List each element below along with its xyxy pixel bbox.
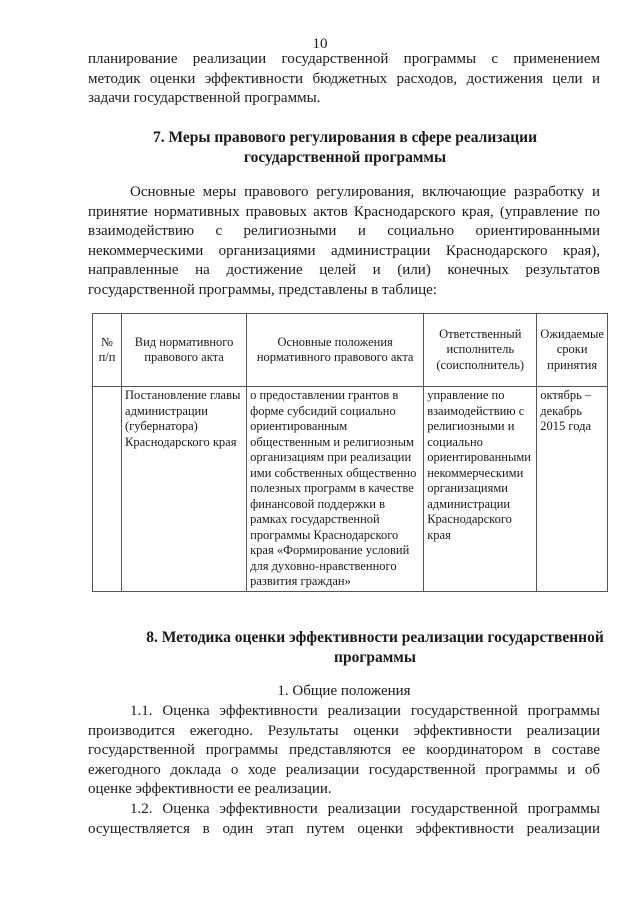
text-line: Основные меры правового регулирования, включающие разработку и — [130, 184, 600, 200]
text-line: государственной программы представляются ее координатором в составе — [88, 742, 600, 758]
text-line: некоммерческими организациями администрации Краснодарского края), — [88, 242, 600, 259]
text-line: взаимодействию с религиозными и социально ориентированными — [88, 223, 600, 239]
cell-provisions: о предоставлении грантов в форме субсидий социально ориентированным общественным и религиозным организациям при реализации ими собственных общественно полезных программ в качестве финансовой поддержки в рамках государственной программы Краснодарского края «Формирование условий для духовно-нравственного развития граждан» — [247, 387, 424, 592]
paragraph-1-1 — [88, 702, 600, 800]
text-line: осуществляется в один этап путем оценки эффективности реализации — [88, 820, 600, 837]
text-line: производится ежегодно. Результаты оценки эффективности реализации — [88, 722, 600, 739]
text-line: планирование реализации государственной программы с применением — [88, 51, 600, 67]
cell-deadline: октябрь – декабрь 2015 года — [537, 387, 608, 592]
cell-executor: управление по взаимодействию с религиозными и социально ориентированными некоммерческими организациями администрации Краснодарского края — [424, 387, 537, 592]
text-line: ежегодного доклада о ходе реализации государственной программы и об — [88, 761, 600, 778]
heading-line: 8. Методика оценки эффективности реализации государственной — [146, 629, 604, 646]
cell-act-type: Постановление главы администрации (губернатора) Краснодарского края — [122, 387, 247, 592]
section-8-heading — [140, 628, 610, 667]
text-line: методик оценки эффективности бюджетных расходов, достижения цели и — [88, 70, 600, 87]
header-provisions: Основные положения нормативного правового акта — [247, 314, 424, 387]
paragraph-1-2 — [88, 800, 600, 839]
header-act-type: Вид нормативного правового акта — [122, 314, 247, 387]
cell-num — [93, 387, 122, 592]
table-row — [93, 387, 608, 592]
text-line: оценке эффективности ее реализации. — [88, 781, 332, 797]
table-header-row — [93, 314, 608, 387]
section-7-heading — [110, 128, 580, 167]
text-line: государственной программы, представлены в таблице: — [88, 281, 437, 298]
intro-paragraph — [88, 50, 600, 109]
header-deadline: Ожидаемые сроки принятия — [537, 314, 608, 387]
header-executor: Ответственный исполнитель (соисполнитель) — [424, 314, 537, 387]
header-num: № п/п — [93, 314, 122, 387]
heading-line: программы — [334, 648, 416, 666]
section-7-paragraph — [88, 183, 600, 300]
text-line: 1.1. Оценка эффективности реализации государственной программы — [130, 703, 600, 719]
text-line: принятие нормативных правовых актов Краснодарского края, (управление по — [88, 203, 600, 220]
regulation-table — [92, 313, 608, 592]
subsection-heading: 1. Общие положения — [277, 683, 411, 699]
text-line: направленные на достижение целей и (или) конечных результатов — [88, 262, 600, 278]
text-line: 1.2. Оценка эффективности реализации государственной программы — [130, 801, 600, 817]
heading-line: государственной программы — [243, 148, 447, 166]
page-number: 10 — [312, 36, 328, 52]
text-line: задачи государственной программы. — [88, 90, 321, 106]
heading-line: 7. Меры правового регулирования в сфере реализации — [152, 129, 538, 146]
